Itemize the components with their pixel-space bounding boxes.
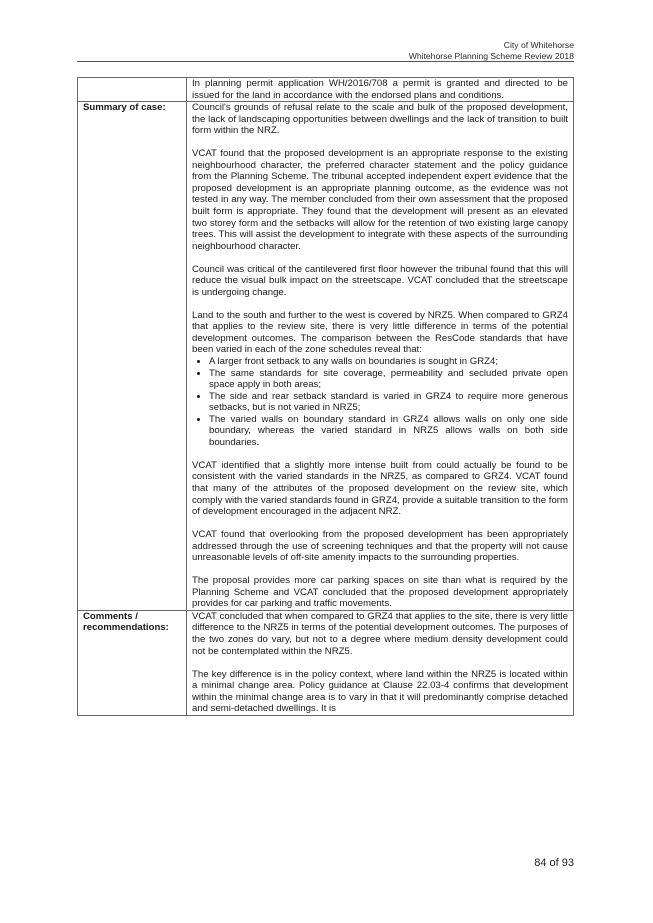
row-label-empty [78,78,187,102]
case-table [77,77,574,716]
list-item: • The varied walls on boundary standard in GRZ4 allows walls on only one side boundary, whereas the varied standard in NRZ5 allows walls on both side boundaries. [209,414,568,449]
page-header [409,40,574,61]
summary-paragraph-2: VCAT found that the proposed development is an appropriate response to the existing neighbourhood character, the preferred character statement and the policy guidance from the Planning Scheme. The tribunal accepted independent expert evidence that the proposed development is an appropriate planning outcome, as the evidence was not tested in any way. The member concluded from their own assessment that the proposed built form is appropriate. They found that the development will present as an elevated two storey form and the setbacks will allow for the retention of two existing large canopy trees. This will assist the development to integrate with these aspects of the surrounding neighbourhood character. [192,148,568,252]
comments-label-line-2: recommendations: [83,622,169,634]
comments-label-line-1: Comments / [83,610,138,622]
summary-paragraph-1: Council's grounds of refusal relate to the scale and bulk of the proposed development, the lack of landscaping opportunities between dwellings and the lack of transition to built form within the NRZ. [192,102,568,137]
header-divider [77,61,574,62]
comments-content [187,610,574,715]
header-org: City of Whitehorse [503,40,574,50]
summary-paragraph-7: The proposal provides more car parking spaces on site than what is required by the Planning Scheme and VCAT concluded that the proposed development appropriately provides for car parking and traffic movements. [192,575,568,610]
list-item: • The same standards for site coverage, permeability and secluded private open space apply in both areas; [209,368,568,391]
comparison-bullet-list [192,356,568,448]
intro-paragraph: In planning permit application WH/2016/708 a permit is granted and directed to be issued for the land in accordance with the endorsed plans and conditions. [192,78,568,101]
summary-label: Summary of case: [78,102,187,611]
table-row [78,78,574,102]
page-number: 84 of 93 [534,857,574,869]
summary-content [187,102,574,611]
row-content-intro [187,78,574,102]
comments-label [78,610,187,715]
header-doc-title: Whitehorse Planning Scheme Review 2018 [408,50,574,61]
table-row [78,102,574,611]
summary-paragraph-4: Land to the south and further to the west is covered by NRZ5. When compared to GRZ4 that applies to the review site, there is very little difference in terms of the potential development outcomes. The comparison between the ResCode standards that have been varied in each of the zone schedules reveal that: [192,309,568,356]
summary-paragraph-6: VCAT found that overlooking from the proposed development has been appropriately addressed through the use of screening techniques and that the property will not cause unreasonable levels of off-site amenity impacts to the surrounding properties. [192,529,568,564]
table-row [78,610,574,715]
summary-paragraph-5: VCAT identified that a slightly more intense built from could actually be found to be consistent with the varied standards in the NRZ5, as compared to GRZ4. VCAT found that many of the attributes of the proposed development on the review site, which comply with the varied standards found in GRZ4, provide a suitable transition to the form of development encouraged in the adjacent NRZ. [192,459,568,518]
comments-paragraph-2: The key difference is in the policy context, where land within the NRZ5 is located within a minimal change area. Policy guidance at Clause 22.03-4 confirms that development within the minimal change area is to vary in that it will predominantly comprise detached and semi-detached dwellings. It is [192,668,568,715]
comments-paragraph-1: VCAT concluded that when compared to GRZ4 that applies to the site, there is very little difference to the NRZ5 in terms of the potential development outcomes. The purposes of the two zones do vary, but not to a degree where medium density development could not be contemplated within the NRZ5. [192,610,568,657]
list-item: • The side and rear setback standard is varied in GRZ4 to require more generous setbacks, but is not varied in NRZ5; [209,391,568,414]
summary-paragraph-3: Council was critical of the cantilevered first floor however the tribunal found that this will reduce the visual bulk impact on the streetscape. VCAT concluded that the streetscape is undergoing change. [192,263,568,298]
list-item: • A larger front setback to any walls on boundaries is sought in GRZ4; [209,356,568,368]
